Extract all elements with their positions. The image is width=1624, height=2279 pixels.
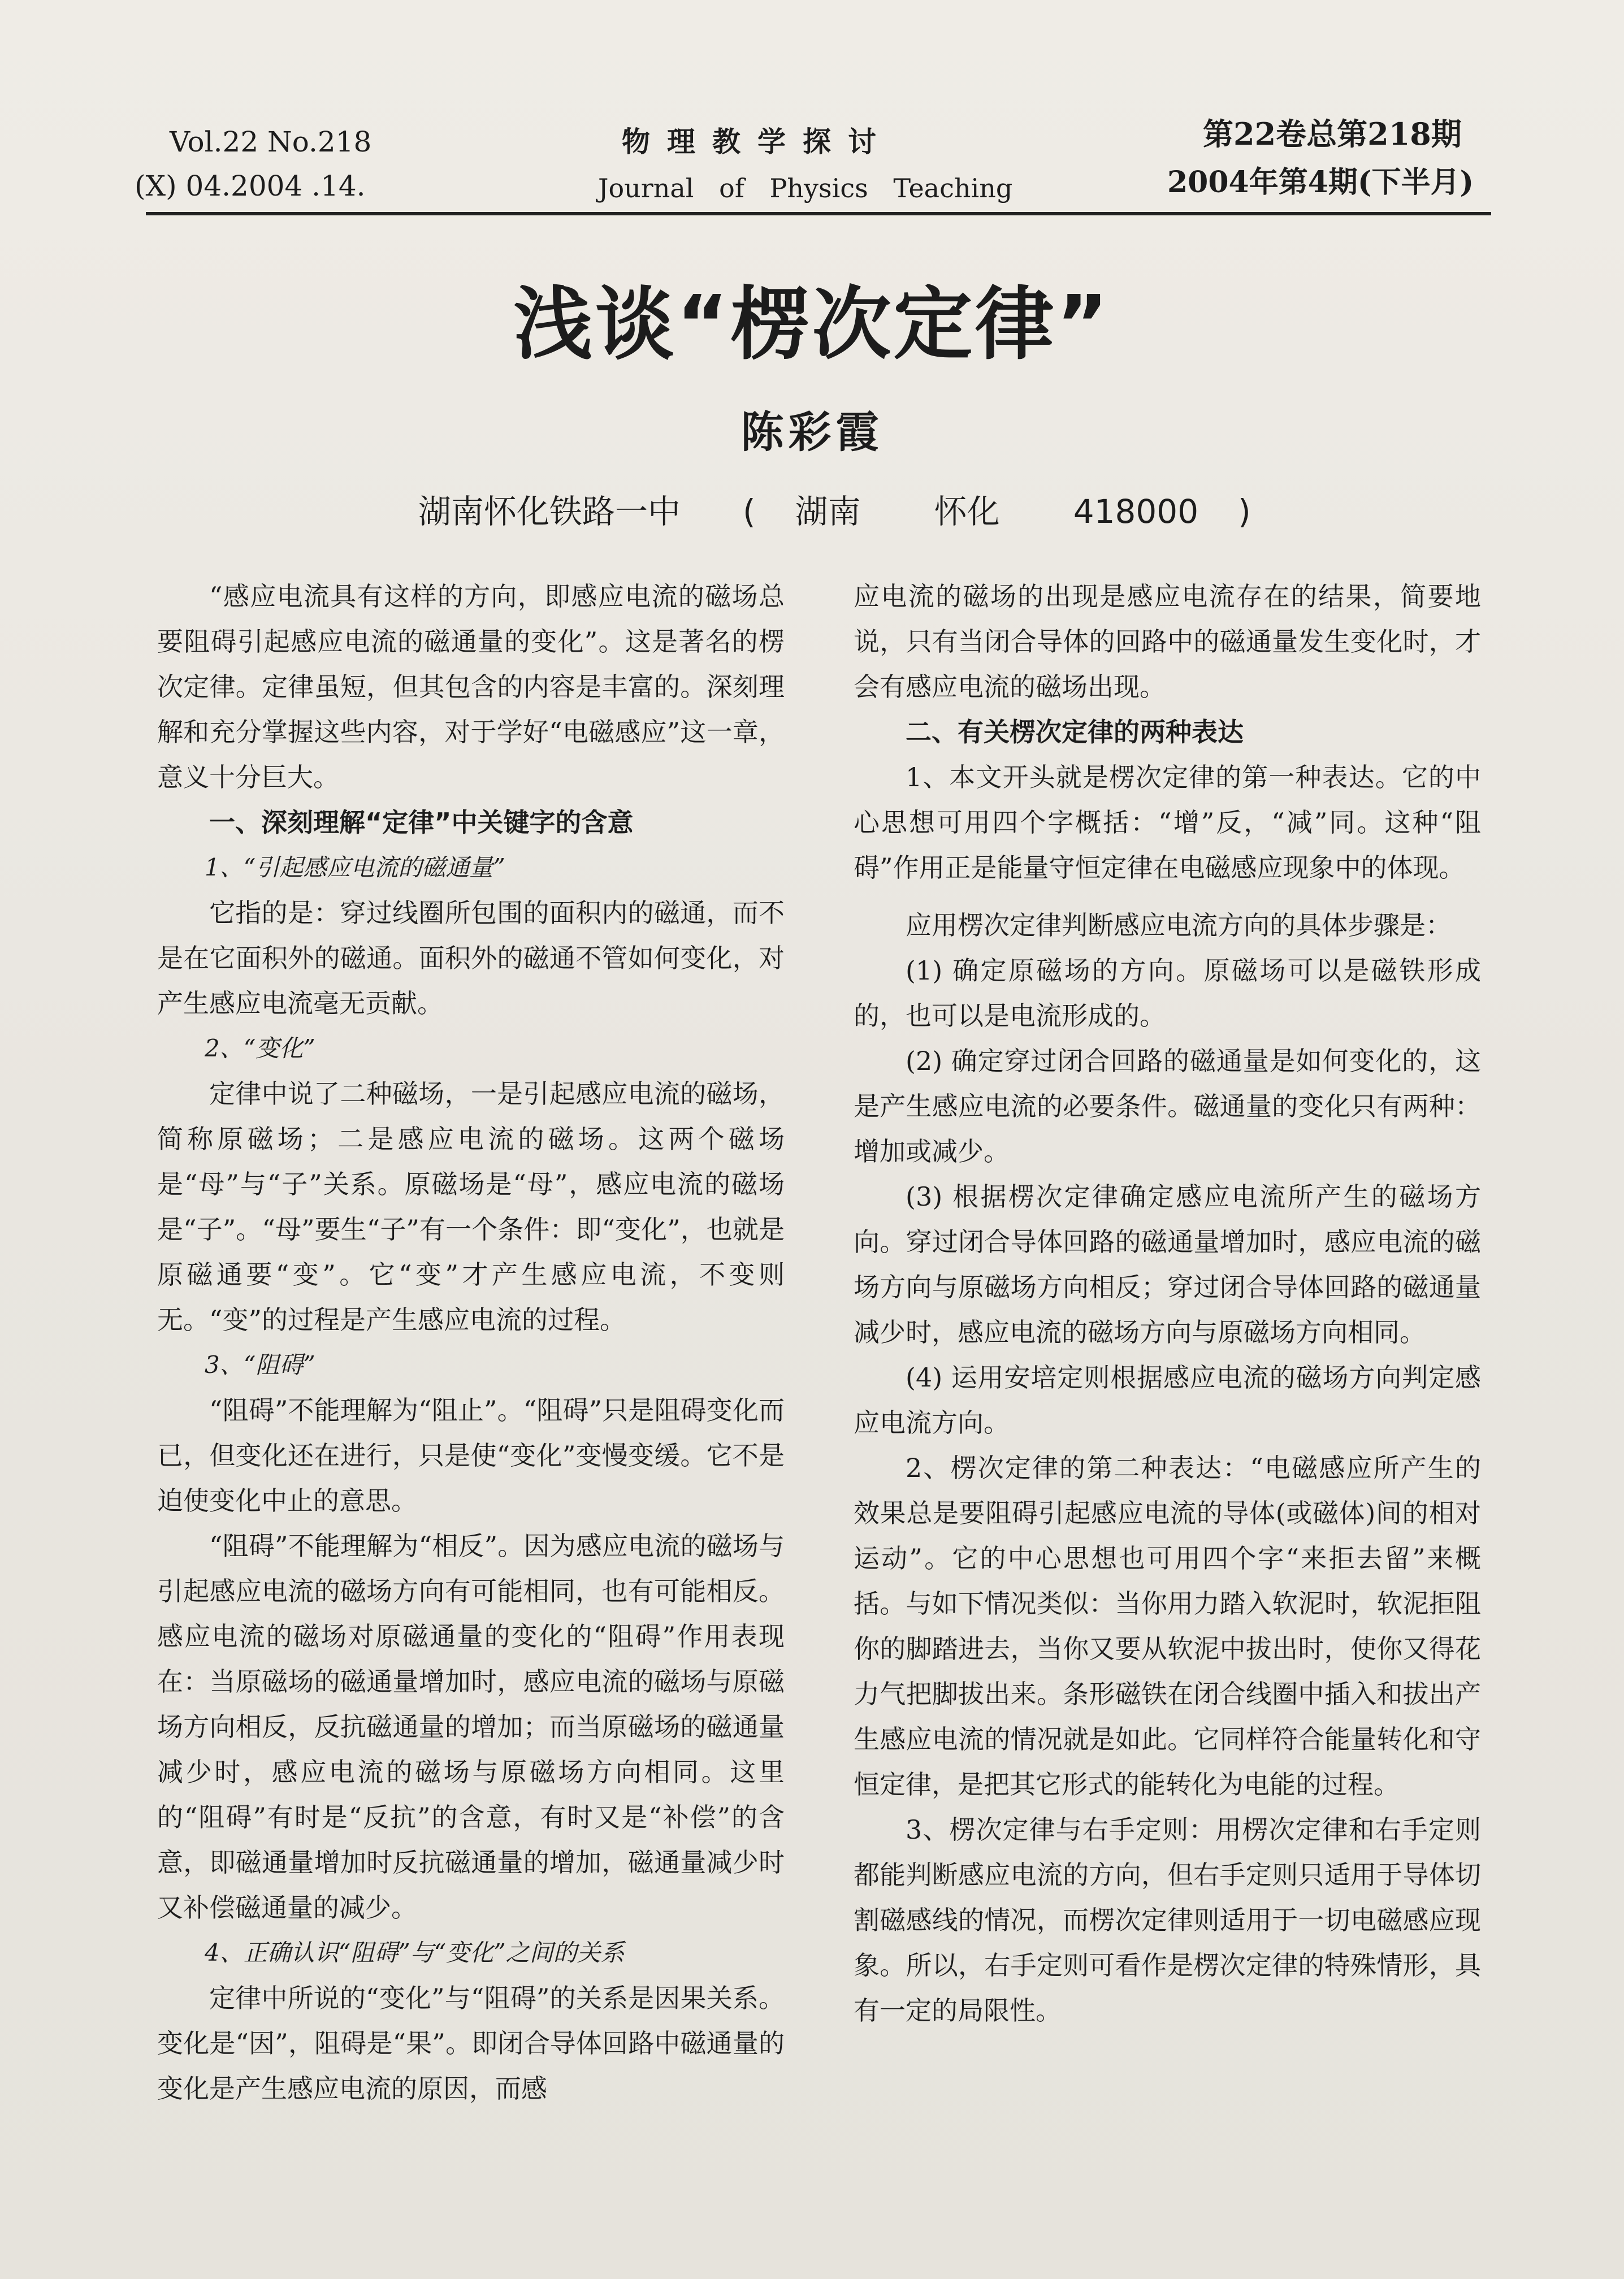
affiliation-city: 怀化 (934, 492, 1000, 531)
left-column (157, 574, 785, 2111)
paragraph-flux: 它指的是：穿过线圈所包围的面积内的磁通，而不是在它面积外的磁通。面积外的磁通不管如何变化，对产生感应电流毫无贡献。 (157, 898, 785, 1019)
paragraph-hinder-1: “阻碍”不能理解为“阻止”。“阻碍”只是阻碍变化而已，但变化还在进行，只是使“变化”变慢变缓。它不是迫使变化中止的意思。 (157, 1395, 785, 1516)
paragraph-continuation: 应电流的磁场的出现是感应电流存在的结果，简要地说，只有当闭合导体的回路中的磁通量发生变化时，才会有感应电流的磁场出现。 (854, 581, 1481, 702)
step-3: (3) 根据楞次定律确定感应电流所产生的磁场方向。穿过闭合导体回路的磁通量增加时，感应电流的磁场方向与原磁场方向相反；穿过闭合导体回路的磁通量减少时，感应电流的磁场方向与原磁场方向相同。 (854, 1181, 1481, 1348)
section-heading-1: 一、深刻理解“定律”中关键字的含意 (209, 807, 634, 838)
step-2: (2) 确定穿过闭合回路的磁通量是如何变化的，这是产生感应电流的必要条件。磁通量的变化只有两种：增加或减少。 (854, 1046, 1481, 1167)
paragraph-hinder-2: “阻碍”不能理解为“相反”。因为感应电流的磁场与引起感应电流的磁场方向有可能相同，也有可能相反。感应电流的磁场对原磁通量的变化的“阻碍”作用表现在：当原磁场的磁通量增加时，感应电流的磁场与原磁场方向相反，反抗磁通量的增加；而当原磁场的磁通量减少时，感应电流的磁场与原磁场方向相同。这里的“阻碍”有时是“反抗”的含意，有时又是“补偿”的含意，即磁通量增加时反抗磁通量的增加，磁通量减少时又补偿磁通量的减少。 (157, 1531, 785, 1923)
affiliation-open-paren: ( (743, 492, 756, 531)
page-header (0, 116, 1624, 212)
intro-paragraph: “感应电流具有这样的方向，即感应电流的磁场总要阻碍引起感应电流的磁通量的变化”。这是著名的楞次定律。定律虽短，但其包含的内容是丰富的。深刻理解和充分掌握这些内容，对于学好“电磁感应”这一章，意义十分巨大。 (157, 581, 785, 792)
section-heading-2: 二、有关楞次定律的两种表达 (906, 717, 1244, 747)
journal-name-cn: 物理教学探讨 (622, 125, 893, 158)
series-date: (X) 04.2004 .14. (135, 170, 366, 202)
step-1: (1) 确定原磁场的方向。原磁场可以是磁铁形成的，也可以是电流形成的。 (854, 955, 1481, 1031)
author-affiliation (418, 489, 1251, 534)
subheading-1-1: 1、“引起感应电流的磁通量” (205, 853, 505, 881)
issue-date-cn: 2004年第4期(下半月) (1167, 165, 1474, 200)
paragraph-steps-intro: 应用楞次定律判断感应电流方向的具体步骤是： (906, 910, 1452, 941)
paragraph-first-form: 1、本文开头就是楞次定律的第一种表达。它的中心思想可用四个字概括：“增”反，“减”同。这种“阻碍”作用正是能量守恒定律在电磁感应现象中的体现。 (854, 762, 1481, 883)
article-title: 浅谈“楞次定律” (513, 279, 1111, 371)
spacer (854, 890, 1481, 903)
paragraph-change: 定律中说了二种磁场，一是引起感应电流的磁场，简称原磁场；二是感应电流的磁场。这两个磁场是“母”与“子”关系。原磁场是“母”，感应电流的磁场是“子”。“母”要生“子”有一个条件：即“变化”，也就是原磁通要“变”。它“变”才产生感应电流，不变则无。“变”的过程是产生感应电流的过程。 (157, 1078, 785, 1335)
article-author: 陈彩霞 (740, 407, 884, 457)
subheading-1-2: 2、“变化” (205, 1034, 315, 1062)
right-column (854, 574, 1481, 2033)
paragraph-right-hand-rule: 3、楞次定律与右手定则：用楞次定律和右手定则都能判断感应电流的方向，但右手定则只适用于导体切割磁感线的情况，而楞次定律则适用于一切电磁感应现象。所以，右手定则可看作是楞次定律的特殊情形，具有一定的局限性。 (854, 1814, 1481, 2026)
subheading-1-3: 3、“阻碍” (205, 1351, 315, 1379)
journal-name-en: Journal of Physics Teaching (598, 173, 1013, 203)
affiliation-close-paren: ) (1238, 492, 1251, 531)
subheading-1-4: 4、正确认识“阻碍”与“变化”之间的关系 (205, 1939, 625, 1966)
header-rule (146, 212, 1491, 215)
volume-number: Vol.22 No.218 (170, 125, 372, 158)
paragraph-second-form: 2、楞次定律的第二种表达：“电磁感应所产生的效果总是要阻碍引起感应电流的导体(或磁体)间的相对运动”。它的中心思想也可用四个字“来拒去留”来概括。与如下情况类似：当你用力踏入软泥时，软泥拒阻你的脚踏进去，当你又要从软泥中拔出时，使你又得花力气把脚拔出来。条形磁铁在闭合线圈中插入和拔出产生感应电流的情况就是如此。它同样符合能量转化和守恒定律，是把其它形式的能转化为电能的过程。 (854, 1453, 1481, 1800)
step-4: (4) 运用安培定则根据感应电流的磁场方向判定感应电流方向。 (854, 1362, 1481, 1438)
affiliation-province: 湖南 (795, 492, 861, 531)
affiliation-zip: 418000 (1073, 492, 1199, 531)
paragraph-relation: 定律中所说的“变化”与“阻碍”的关系是因果关系。变化是“因”，阻碍是“果”。即闭合导体回路中磁通量的变化是产生感应电流的原因，而感 (157, 1983, 785, 2104)
issue-info-cn: 第22卷总第218期 (1203, 116, 1462, 152)
affiliation-org: 湖南怀化铁路一中 (418, 492, 681, 531)
